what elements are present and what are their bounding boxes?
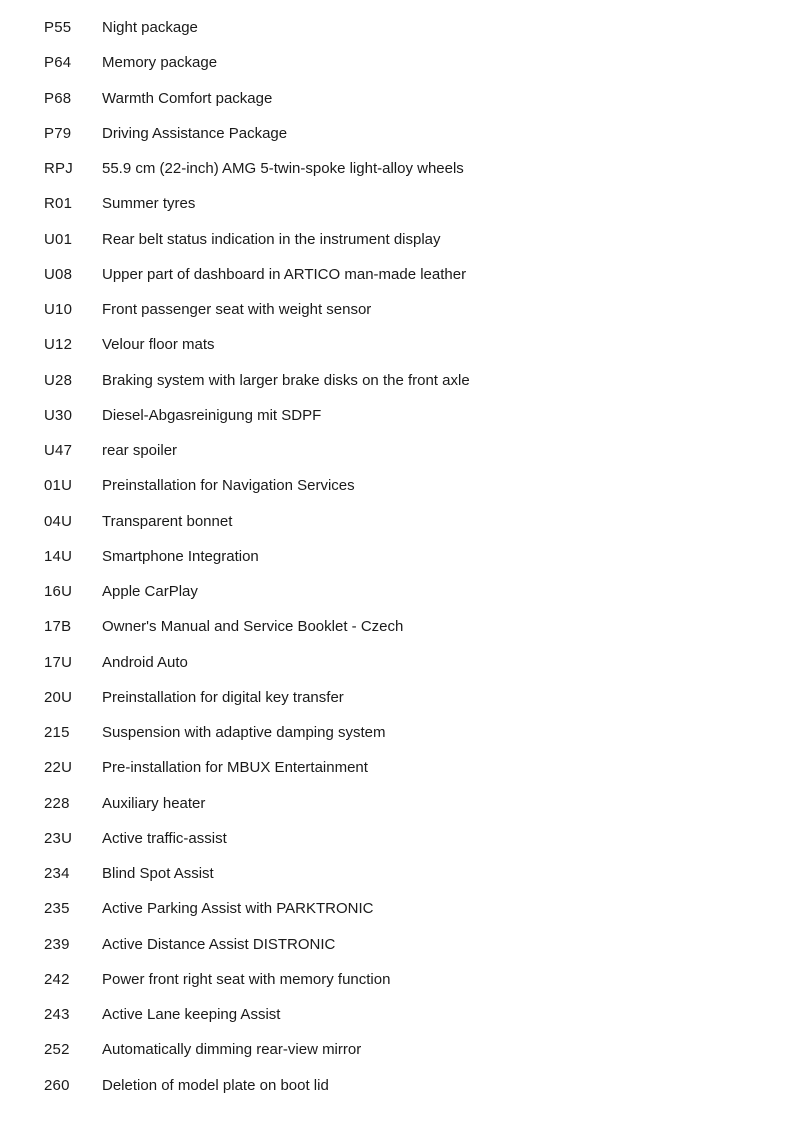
option-row bbox=[0, 151, 800, 186]
option-description: rear spoiler bbox=[102, 442, 178, 459]
option-description: Transparent bonnet bbox=[102, 512, 233, 530]
option-code: 234 bbox=[44, 865, 70, 882]
option-code: 228 bbox=[44, 794, 70, 812]
option-code: 239 bbox=[44, 935, 70, 953]
option-row bbox=[0, 1068, 800, 1103]
option-description: Active Distance Assist DISTRONIC bbox=[102, 935, 336, 953]
option-row bbox=[0, 398, 800, 433]
option-code: R01 bbox=[44, 195, 73, 213]
option-row bbox=[0, 891, 800, 926]
option-row bbox=[0, 645, 800, 680]
option-code: U28 bbox=[44, 371, 73, 389]
option-description: Power front right seat with memory function bbox=[102, 970, 391, 988]
option-row bbox=[0, 574, 800, 609]
option-description: Braking system with larger brake disks on the front axle bbox=[102, 371, 470, 389]
option-code: RPJ bbox=[44, 160, 73, 177]
option-row bbox=[0, 750, 800, 785]
option-code: U10 bbox=[44, 301, 73, 318]
option-row bbox=[0, 786, 800, 821]
option-code: 215 bbox=[44, 724, 70, 741]
option-row bbox=[0, 222, 800, 257]
option-code: P64 bbox=[44, 54, 72, 72]
option-row bbox=[0, 997, 800, 1032]
option-code: 17U bbox=[44, 653, 73, 671]
option-code-list bbox=[0, 10, 800, 1103]
option-code: U01 bbox=[44, 230, 73, 248]
option-row bbox=[0, 257, 800, 292]
option-row bbox=[0, 609, 800, 644]
option-row bbox=[0, 680, 800, 715]
option-description: Auxiliary heater bbox=[102, 794, 206, 812]
option-row bbox=[0, 856, 800, 891]
option-row bbox=[0, 821, 800, 856]
option-code: 04U bbox=[44, 512, 73, 530]
option-description: Active Lane keeping Assist bbox=[102, 1006, 281, 1023]
option-description: Diesel-Abgasreinigung mit SDPF bbox=[102, 406, 322, 424]
option-code: 235 bbox=[44, 900, 70, 918]
option-row bbox=[0, 715, 800, 750]
option-description: Pre-installation for MBUX Entertainment bbox=[102, 759, 368, 777]
option-code: 16U bbox=[44, 583, 73, 600]
option-code: P79 bbox=[44, 124, 72, 142]
option-code: 17B bbox=[44, 618, 72, 636]
option-code: P68 bbox=[44, 89, 72, 107]
option-row bbox=[0, 327, 800, 362]
option-code: 14U bbox=[44, 547, 73, 565]
option-description: Rear belt status indication in the instrument display bbox=[102, 230, 441, 248]
option-code: U08 bbox=[44, 265, 73, 283]
option-row bbox=[0, 186, 800, 221]
option-row bbox=[0, 433, 800, 468]
option-code: 260 bbox=[44, 1076, 70, 1094]
option-description: Deletion of model plate on boot lid bbox=[102, 1076, 329, 1094]
option-code: 243 bbox=[44, 1006, 70, 1023]
option-description: Summer tyres bbox=[102, 195, 196, 213]
option-description: Preinstallation for Navigation Services bbox=[102, 477, 355, 495]
option-code: 252 bbox=[44, 1041, 70, 1059]
option-description: Active traffic-assist bbox=[102, 829, 227, 847]
option-code: U12 bbox=[44, 336, 73, 354]
option-description: Velour floor mats bbox=[102, 336, 215, 354]
option-description: Suspension with adaptive damping system bbox=[102, 724, 386, 741]
option-row bbox=[0, 539, 800, 574]
option-description: Front passenger seat with weight sensor bbox=[102, 301, 372, 318]
option-description: Automatically dimming rear-view mirror bbox=[102, 1041, 362, 1059]
option-description: Upper part of dashboard in ARTICO man-made leather bbox=[102, 265, 467, 283]
option-code: P55 bbox=[44, 19, 72, 36]
option-code: U47 bbox=[44, 442, 73, 459]
option-code: 23U bbox=[44, 829, 73, 847]
option-row bbox=[0, 927, 800, 962]
option-code: U30 bbox=[44, 406, 73, 424]
option-description: Apple CarPlay bbox=[102, 583, 198, 600]
option-row bbox=[0, 116, 800, 151]
option-description: Memory package bbox=[102, 54, 218, 72]
option-row bbox=[0, 1032, 800, 1067]
option-description: Preinstallation for digital key transfer bbox=[102, 688, 344, 706]
option-row bbox=[0, 962, 800, 997]
option-code: 20U bbox=[44, 688, 73, 706]
option-description: 55.9 cm (22-inch) AMG 5-twin-spoke light-alloy wheels bbox=[102, 160, 464, 177]
option-row bbox=[0, 81, 800, 116]
option-description: Active Parking Assist with PARKTRONIC bbox=[102, 900, 374, 918]
option-row bbox=[0, 45, 800, 80]
option-row bbox=[0, 468, 800, 503]
option-description: Night package bbox=[102, 19, 198, 36]
option-code: 22U bbox=[44, 759, 73, 777]
option-row bbox=[0, 10, 800, 45]
option-row bbox=[0, 363, 800, 398]
option-code: 242 bbox=[44, 970, 70, 988]
option-description: Owner's Manual and Service Booklet - Czech bbox=[102, 618, 404, 636]
option-description: Blind Spot Assist bbox=[102, 865, 214, 882]
option-description: Warmth Comfort package bbox=[102, 89, 273, 107]
option-code: 01U bbox=[44, 477, 73, 495]
option-row bbox=[0, 504, 800, 539]
option-description: Android Auto bbox=[102, 653, 188, 671]
option-description: Smartphone Integration bbox=[102, 547, 259, 565]
option-description: Driving Assistance Package bbox=[102, 124, 288, 142]
option-row bbox=[0, 292, 800, 327]
